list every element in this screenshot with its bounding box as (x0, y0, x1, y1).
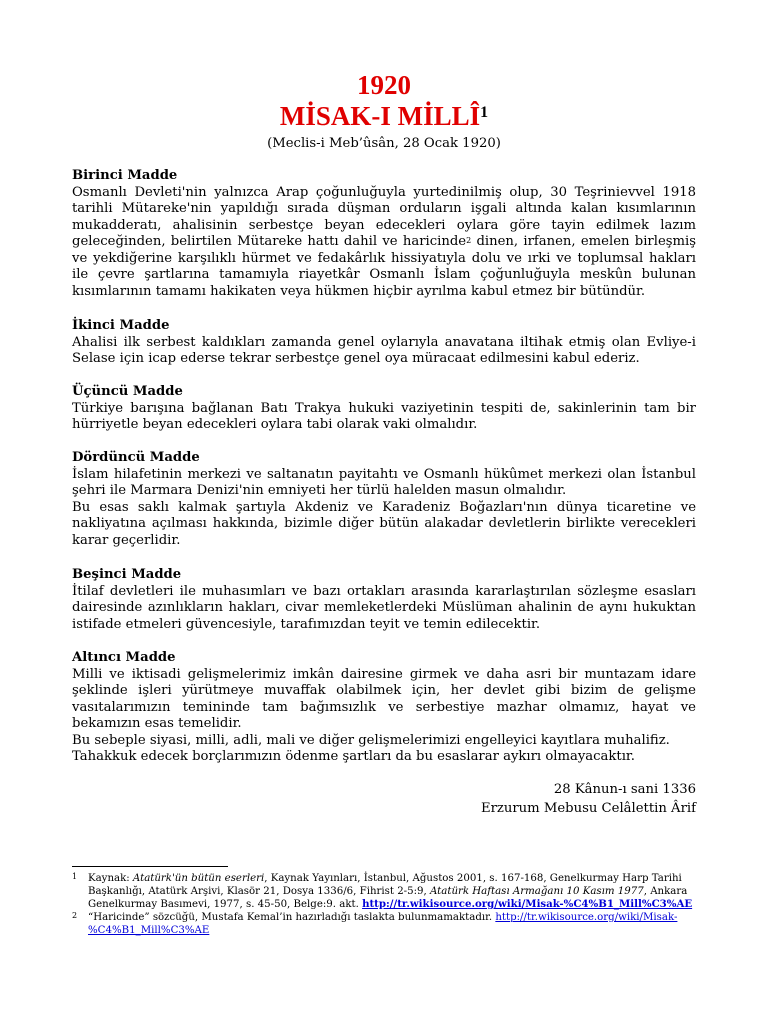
article-1 (72, 168, 696, 300)
article-2 (72, 318, 696, 368)
footnote-text: , Ankara Genelkurmay Basımevi, 1977, s. 45-50, Belge:9. akt. (88, 886, 688, 910)
signature-name: Erzurum Mebusu Celâlettin Ârif (481, 801, 696, 816)
footnote-ref[interactable]: 2 (466, 236, 472, 245)
article-4 (72, 450, 696, 549)
article-paragraph: Bu esas saklı kalmak şartıyla Akdeniz ve Karadeniz Boğazları'nın dünya ticaretine ve nakliyatına açılması hakkında, bizimle diğer bütün alakadar devletlerin birlikte verecekleri karar geçerlidir. (72, 499, 696, 548)
footnote-2 (72, 911, 696, 937)
article-heading: Birinci Madde (72, 168, 178, 183)
footnote-separator (72, 866, 228, 867)
footnotes (72, 872, 696, 937)
article-paragraph: Tahakkuk edecek borçlarımızın ödenme şartları da bu esaslarar aykırı olmayacaktır. (72, 749, 635, 764)
footnote-text: Atatürk'ün bütün eserleri (132, 873, 265, 884)
article-heading: Dördüncü Madde (72, 450, 200, 465)
signature-block (481, 780, 696, 818)
footnote-number: 1 (72, 872, 78, 881)
article-heading: Beşinci Madde (72, 567, 182, 582)
footnote-text: Atatürk Haftası Armağanı 10 Kasım 1977 (430, 886, 644, 897)
article-paragraph: İtilaf devletleri ile muhasımları ve bazı ortakları arasında kararlaştırılan sözleşme esasları dairesinde azınlıkların hakları, civar memleketlerdeki Müslüman ahalinin de aynı hukuktan istifade etmeleri güvencesiyle, tarafımızdan teyit ve temin edilecektir. (72, 583, 696, 632)
document-subtitle: (Meclis-i Meb’ûsân, 28 Ocak 1920) (267, 136, 501, 151)
signature-date: 28 Kânun-ı sani 1336 (553, 782, 696, 797)
article-text: Osmanlı Devleti'nin yalnızca Arap çoğunluğuyla yurtedinilmiş olup, 30 Teşrinievvel 1918 tarihli Mütareke'nin yapıldığı sırada düşman orduların işgali altında kalan kısımlarının mukadderatı, ahalisinin serbestçe beyan edecekleri oylara göre tayin edilmek lazım geleceğinden, belirtilen Mütareke hattı dahil ve haricinde (72, 184, 696, 249)
article-3 (72, 384, 696, 434)
article-paragraph: Ahalisi ilk serbest kaldıkları zamanda genel oylarıyla anavatana iltihak etmiş olan Evliye-i Selase için icap ederse tekrar serbestçe genel oya müracaat edilmesini kabul ederiz. (72, 334, 696, 366)
document-year: 1920 (357, 70, 411, 100)
article-paragraph (72, 185, 696, 301)
article-paragraph: Bu sebeple siyasi, milli, adli, mali ve diğer gelişmelerimizi engelleyici kayıtlara muhalifiz. (72, 732, 670, 748)
article-heading: İkinci Madde (72, 318, 170, 333)
document-title (72, 100, 696, 132)
footnote-link[interactable]: http://tr.wikisource.org/wiki/Misak-%C4%B1_Mill%C3%AE (362, 898, 693, 910)
footnote-number: 2 (72, 911, 78, 920)
article-5 (72, 567, 696, 633)
article-paragraph: Türkiye barışına bağlanan Batı Trakya hukuki vaziyetinin tespiti de, sakinlerinin tam bir hürriyetle beyan edecekleri oylara tabi olarak vaki olmalıdır. (72, 400, 696, 432)
article-paragraph: Milli ve iktisadi gelişmelerimiz imkân dairesine girmek ve daha asri bir muntazam idare şeklinde işleri yürütmeye muvaffak olabilmek için, her devlet gibi bizim de gelişme vasıtalarımızın temininde tam bağımsızlık ve serbestiye mazhar olmamız, hayat ve bekamızın esas temelidir. (72, 666, 696, 731)
article-heading: Altıncı Madde (72, 650, 176, 665)
article-text: dinen, irfanen, emelen birleşmiş ve yekdiğerine karşılıklı hürmet ve fedakârlık hissiyatıyla dolu ve ırki ve toplumsal hakları ile çevre şartlarına tamamıyla riayetkâr Osmanlı İslam çoğunluğuyla meskûn bulunan kısımlarının tamamı hakikaten veya hükmen hiçbir ayrılma kabul etmez bir bütündür. (72, 234, 697, 299)
footnote-text: “Haricinde” sözcüğü, Mustafa Kemal’in hazırladığı taslakta bulunmamaktadır. (88, 912, 496, 923)
title-footnote-ref[interactable]: 1 (480, 104, 489, 121)
article-heading: Üçüncü Madde (72, 384, 183, 399)
footnote-link[interactable]: http://tr.wikisource.org/wiki/Misak-%C4%B1_Mill%C3%AE (88, 912, 678, 936)
article-6 (72, 650, 696, 766)
article-paragraph: İslam hilafetinin merkezi ve saltanatın payitahtı ve Osmanlı hükûmet merkezi olan İstanbul şehri ile Marmara Denizi'nin emniyeti her türlü halelden masun olmalıdır. (72, 466, 696, 498)
footnote-text: , Kaynak Yayınları, İstanbul, Ağustos 2001, s. 167-168, Genelkurmay Harp Tarihi Başkanlığı, Atatürk Arşivi, Klasör 21, Dosya 1336/6, Fihrist 2-5:9, (88, 873, 682, 897)
footnote-1 (72, 872, 696, 911)
document-title-text: MİSAK-I MİLLÎ (279, 101, 481, 131)
footnote-text: Kaynak: (88, 873, 133, 884)
